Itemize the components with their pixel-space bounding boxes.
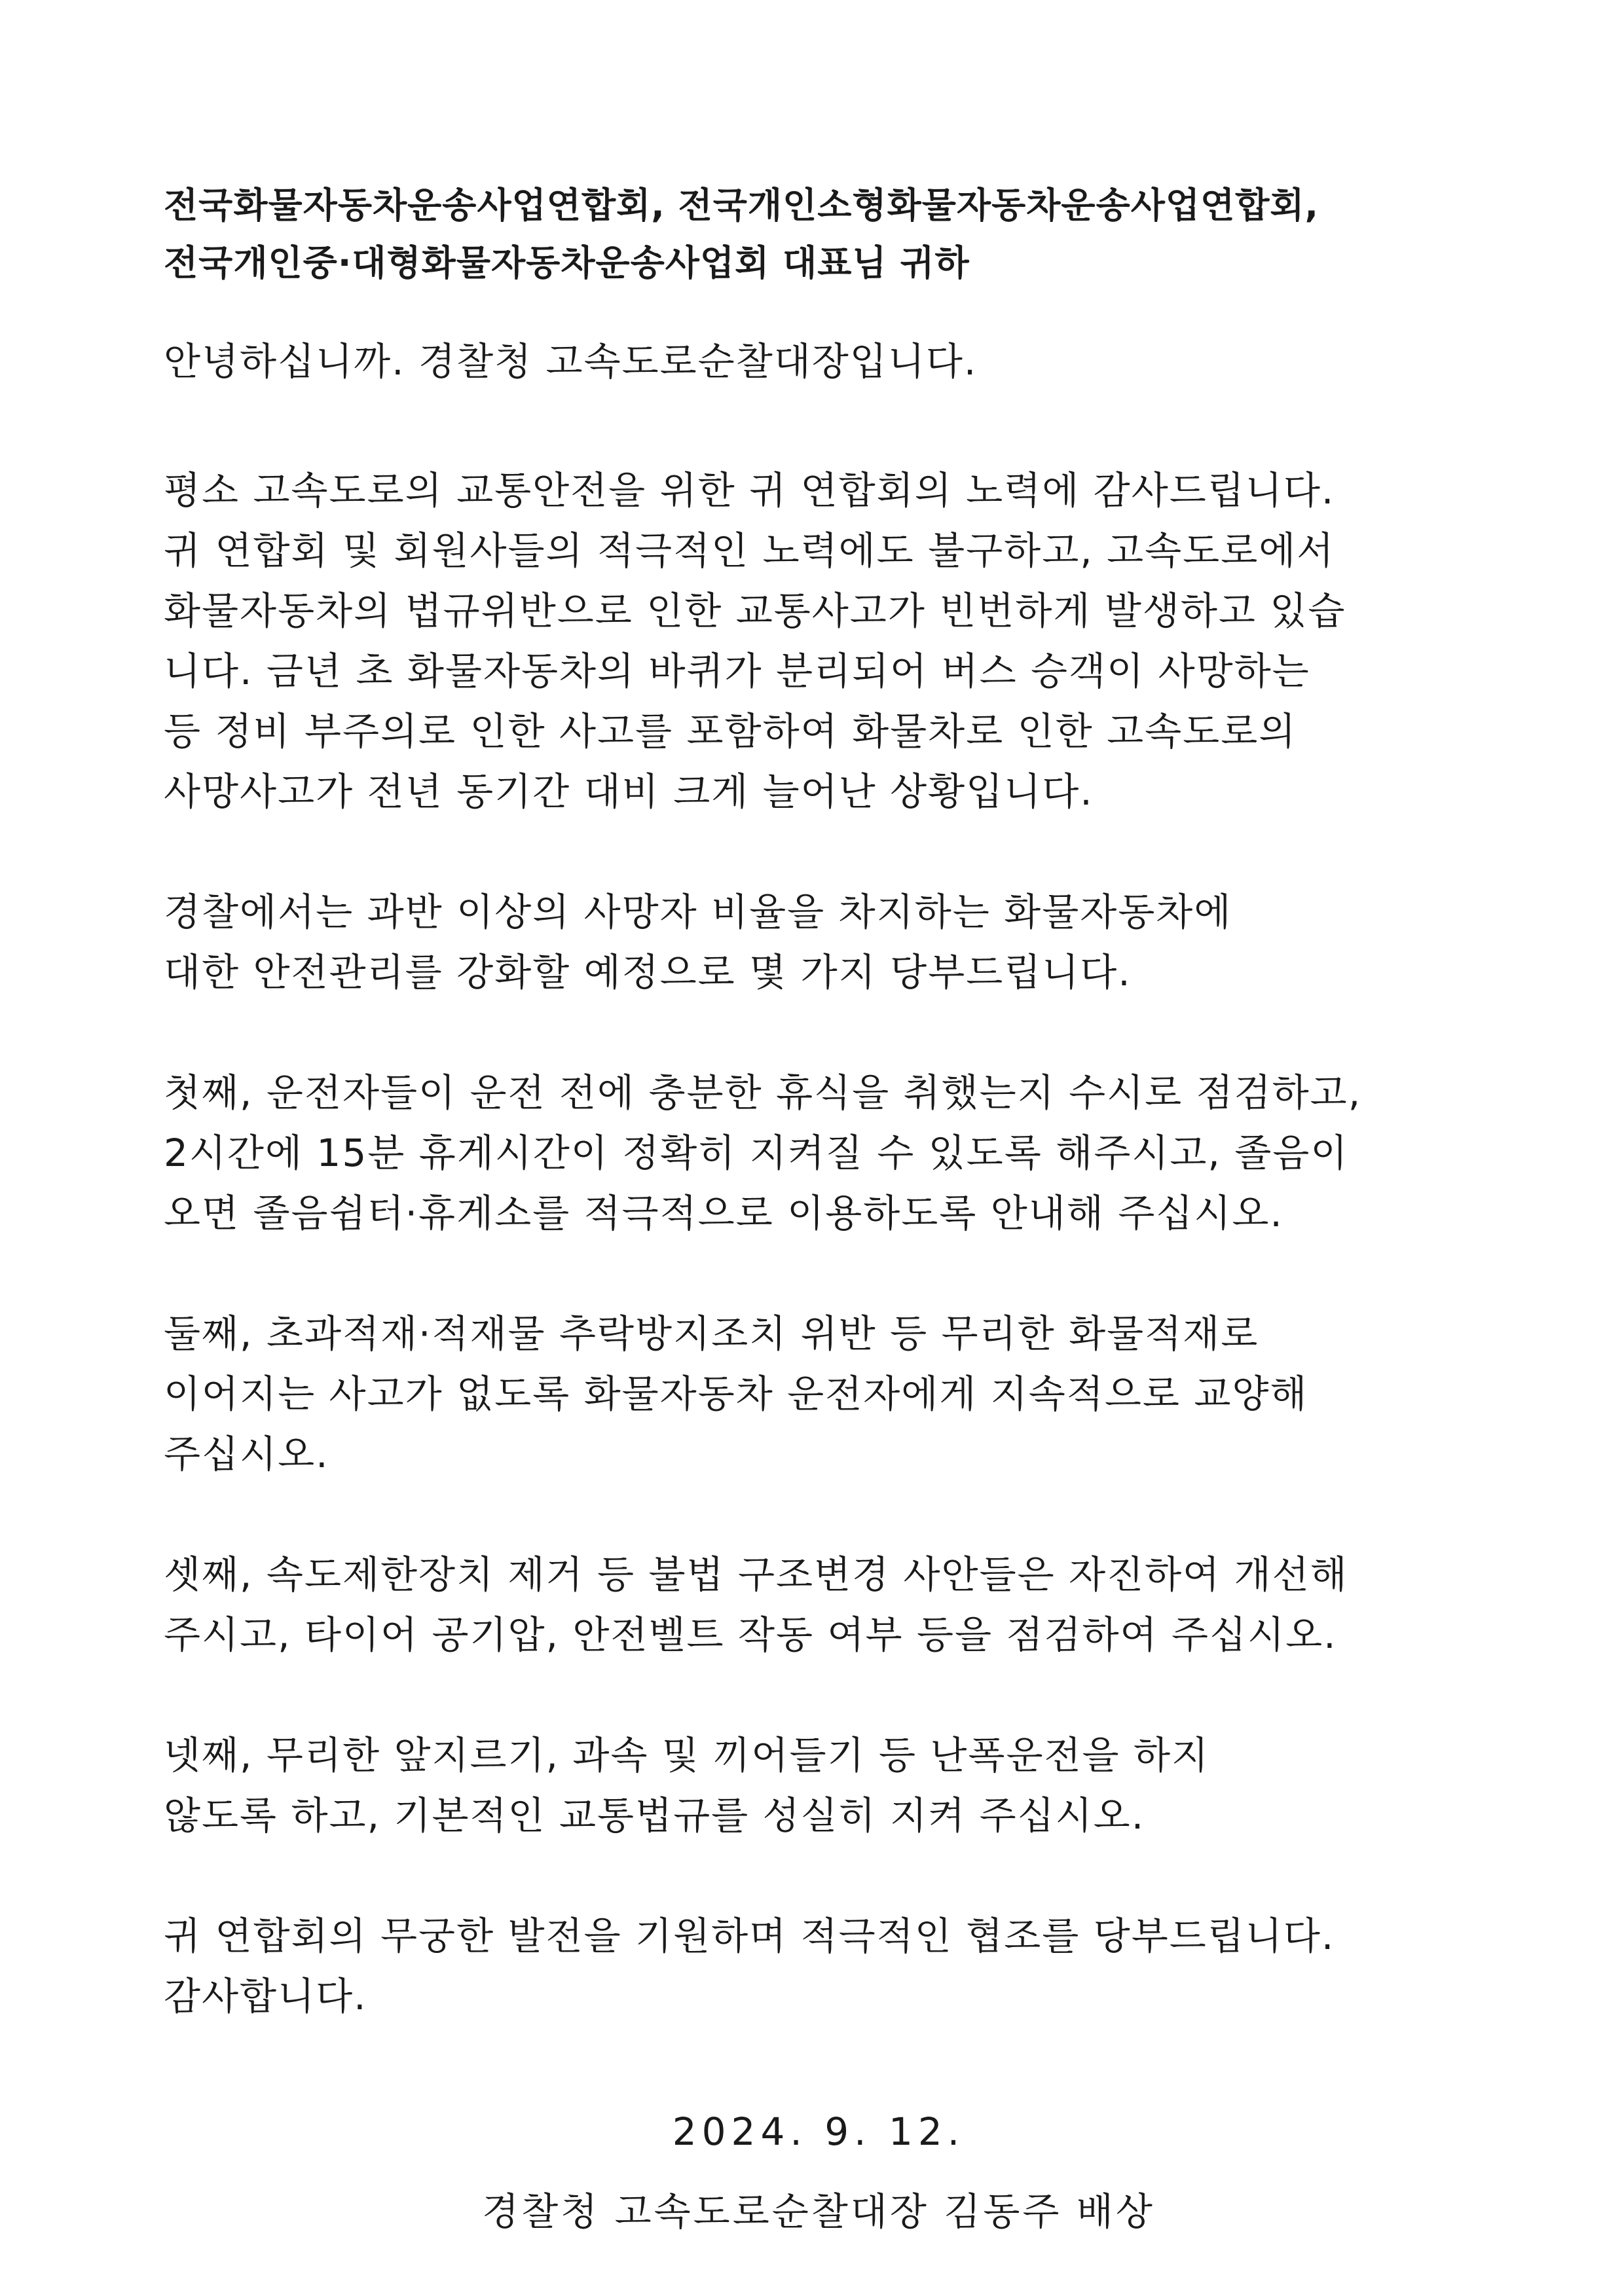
second-request-paragraph: 둘째, 초과적재·적재물 추락방지조치 위반 등 무리한 화물적재로 이어지는 사고가 없도록 화물자동차 운전자에게 지속적으로 교양해 주십시오. bbox=[164, 1311, 1308, 1476]
recipient-heading: 전국화물자동차운송사업연합회, 전국개인소형화물자동차운송사업연합회, 전국개인중·대형화물자동차운송사업회 대표님 귀하 bbox=[164, 185, 1320, 283]
closing-paragraph: 귀 연합회의 무궁한 발전을 기원하며 적극적인 협조를 당부드립니다. 감사합니다. bbox=[164, 1914, 1335, 2018]
fourth-request-paragraph: 넷째, 무리한 앞지르기, 과속 및 끼어들기 등 난폭운전을 하지 않도록 하고, 기본적인 교통법규를 성실히 지켜 주십시오. bbox=[164, 1733, 1210, 1838]
signature-line: 경찰청 고속도로순찰대장 김동주 배상 bbox=[482, 2189, 1155, 2234]
intro-paragraph: 평소 고속도로의 교통안전을 위한 귀 연합회의 노력에 감사드립니다. 귀 연합회 및 회원사들의 적극적인 노력에도 불구하고, 고속도로에서 화물자동차의 법규위반으로 인한 교통사고가 빈번하게 발생하고 있습 니다. 금년 초 화물자동차의 바퀴가 분리되어 버스 승객이 사망하는 등 정비 부주의로 인한 사고를 포함하여 화물차로 인한 고속도로의 사망사고가 전년 동기간 대비 크게 늘어난 상황입니다. bbox=[164, 468, 1346, 814]
letter-date: 2024. 9. 12. bbox=[672, 2109, 965, 2154]
letter-page bbox=[164, 177, 1473, 2242]
first-request-paragraph: 첫째, 운전자들이 운전 전에 충분한 휴식을 취했는지 수시로 점검하고, 2시간에 15분 휴게시간이 정확히 지켜질 수 있도록 해주시고, 졸음이 오면 졸음쉼터·휴게소를 적극적으로 이용하도록 안내해 주십시오. bbox=[164, 1070, 1362, 1235]
request-intro-paragraph: 경찰에서는 과반 이상의 사망자 비율을 차지하는 화물자동차에 대한 안전관리를 강화할 예정으로 몇 가지 당부드립니다. bbox=[164, 890, 1232, 994]
third-request-paragraph: 셋째, 속도제한장치 제거 등 불법 구조변경 사안들은 자진하여 개선해 주시고, 타이어 공기압, 안전벨트 작동 여부 등을 점검하여 주십시오. bbox=[164, 1552, 1348, 1657]
greeting-paragraph: 안녕하십니까. 경찰청 고속도로순찰대장입니다. bbox=[164, 339, 978, 384]
